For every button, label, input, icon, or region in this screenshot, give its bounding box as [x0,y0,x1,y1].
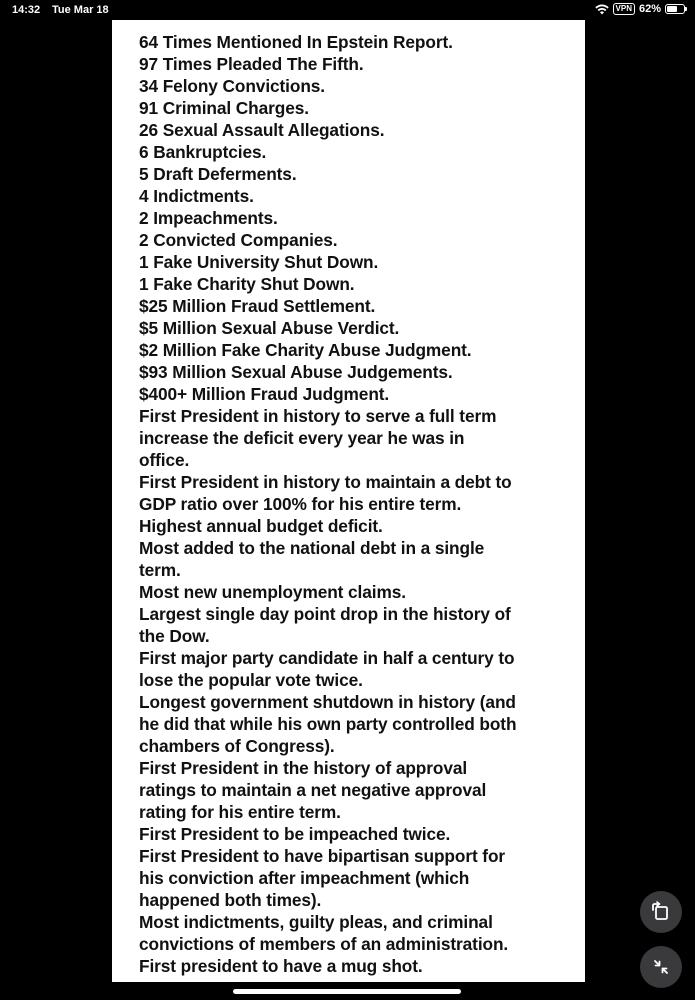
document-line: Most indictments, guilty pleas, and criminal [139,912,493,932]
document-line: $5 Million Sexual Abuse Verdict. [139,318,400,338]
document-line: he did that while his own party controlled both [139,714,517,734]
battery-icon [665,4,685,14]
document-line: $93 Million Sexual Abuse Judgements. [139,362,453,382]
document-line: 34 Felony Convictions. [139,76,326,96]
battery-fill [667,6,677,12]
document-image [112,20,585,982]
rotate-button[interactable] [640,891,682,933]
status-time: 14:32 [12,4,41,16]
document-line: First President to have bipartisan support for [139,846,506,866]
document-line: First major party candidate in half a century to [139,648,515,668]
document-line: First President to be impeached twice. [139,824,451,844]
document-line: $25 Million Fraud Settlement. [139,296,376,316]
document-line: Highest annual budget deficit. [139,516,383,536]
document-line: 1 Fake University Shut Down. [139,252,379,272]
collapse-button[interactable] [640,946,682,988]
document-line: Largest single day point drop in the history of [139,604,511,624]
document-line: 1 Fake Charity Shut Down. [139,274,355,294]
document-line: Longest government shutdown in history (and [139,692,516,712]
document-line: chambers of Congress). [139,736,335,756]
document-text [139,31,579,977]
document-line: happened both times). [139,890,322,910]
document-line: his conviction after impeachment (which [139,868,470,888]
document-line: First President in history to serve a full term [139,406,497,426]
battery-percent: 62% [638,3,661,15]
document-line: 64 Times Mentioned In Epstein Report. [139,32,453,52]
document-line: 97 Times Pleaded The Fifth. [139,54,364,74]
document-line: 2 Impeachments. [139,208,278,228]
document-line: $400+ Million Fraud Judgment. [139,384,390,404]
document-line: rating for his entire term. [139,802,341,822]
document-line: 6 Bankruptcies. [139,142,267,162]
home-indicator[interactable] [233,989,461,994]
document-line: $2 Million Fake Charity Abuse Judgment. [139,340,472,360]
document-line: 4 Indictments. [139,186,254,206]
vpn-badge: VPN [613,3,635,15]
document-line: increase the deficit every year he was in [139,428,465,448]
document-line: Most added to the national debt in a single [139,538,485,558]
document-line: ratings to maintain a net negative approval [139,780,487,800]
collapse-icon [651,957,671,977]
rotate-icon [650,901,672,923]
document-line: First president to have a mug shot. [139,956,423,976]
document-line: 5 Draft Deferments. [139,164,297,184]
status-date: Tue Mar 18 [52,4,109,16]
document-line: Most new unemployment claims. [139,582,406,602]
document-line: convictions of members of an administration. [139,934,509,954]
battery-tip [685,7,687,11]
document-line: term. [139,560,181,580]
wifi-icon [595,4,609,15]
document-line: 91 Criminal Charges. [139,98,309,118]
document-line: First President in the history of approval [139,758,468,778]
document-line: First President in history to maintain a debt to [139,472,512,492]
document-line: 2 Convicted Companies. [139,230,338,250]
document-line: the Dow. [139,626,210,646]
status-indicators [595,3,685,15]
document-line: office. [139,450,190,470]
status-bar [0,0,695,20]
document-line: 26 Sexual Assault Allegations. [139,120,385,140]
document-line: GDP ratio over 100% for his entire term. [139,494,462,514]
document-line: lose the popular vote twice. [139,670,363,690]
